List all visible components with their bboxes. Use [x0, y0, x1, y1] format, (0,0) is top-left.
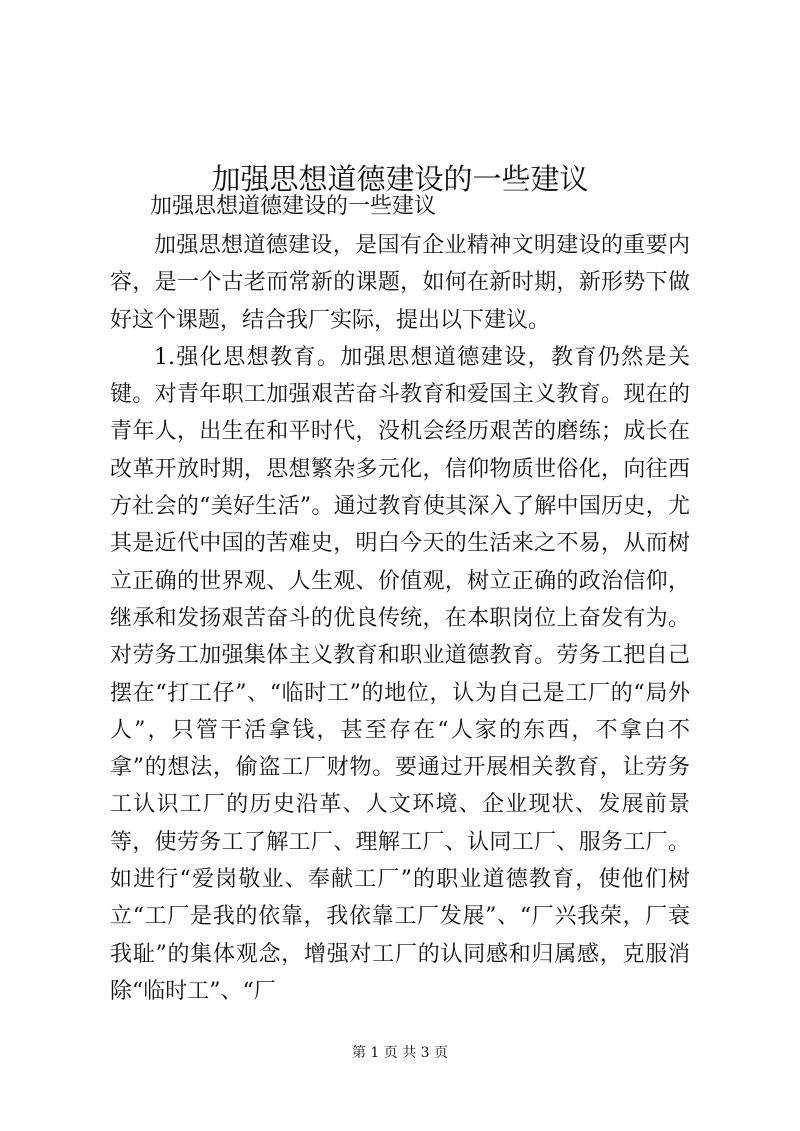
- page-number-footer: 第 1 页 共 3 页: [351, 1045, 449, 1061]
- document-body: [110, 227, 690, 1010]
- document-title: 加强思想道德建设的一些建议: [211, 162, 589, 197]
- document-subtitle: 加强思想道德建设的一些建议: [150, 194, 437, 219]
- body-paragraph-intro: 加强思想道德建设，是国有企业精神文明建设的重要内容，是一个古老而常新的课题，如何在新时期，新形势下做好这个课题，结合我厂实际，提出以下建议。: [110, 233, 690, 333]
- body-paragraph-point-1: 1.强化思想教育。加强思想道德建设，教育仍然是关键。对青年职工加强艰苦奋斗教育和爱国主义教育。现在的青年人，出生在和平时代，没机会经历艰苦的磨练；成长在改革开放时期，思想繁杂多元化，信仰物质世俗化，向往西方社会的“美好生活”。通过教育使其深入了解中国历史，尤其是近代中国的苦难史，明白今天的生活来之不易，从而树立正确的世界观、人生观、价值观，树立正确的政治信仰，继承和发扬艰苦奋斗的优良传统，在本职岗位上奋发有为。对劳务工加强集体主义教育和职业道德教育。劳务工把自己摆在“打工仔”、“临时工”的地位，认为自己是工厂的“局外人”，只管干活拿钱，甚至存在“人家的东西，不拿白不拿”的想法，偷盗工厂财物。要通过开展相关教育，让劳务工认识工厂的历史沿革、人文环境、企业现状、发展前景等，使劳务工了解工厂、理解工厂、认同工厂、服务工厂。如进行“爱岗敬业、奉献工厂”的职业道德教育，使他们树立“工厂是我的依靠，我依靠工厂发展”、“厂兴我荣，厂衰我耻”的集体观念，增强对工厂的认同感和归属感，克服消除“临时工”、“厂: [110, 344, 690, 1004]
